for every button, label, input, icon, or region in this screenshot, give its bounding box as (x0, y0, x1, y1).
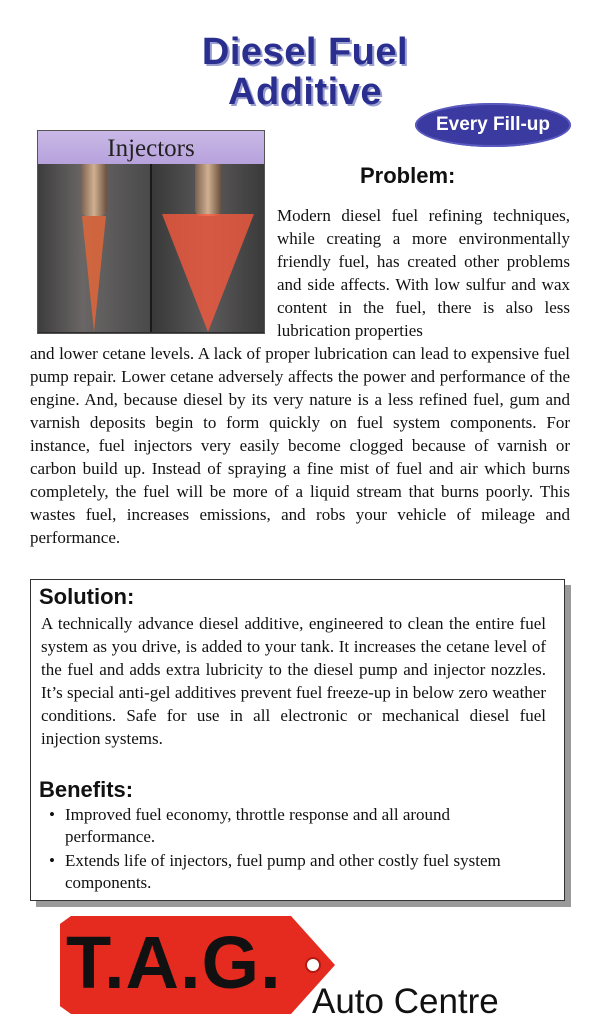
clean-injector-photo (152, 164, 264, 332)
bullet-icon: • (49, 805, 55, 824)
injector-nozzle (195, 164, 221, 216)
auto-centre-text: Auto Centre (312, 982, 499, 1021)
injectors-image (37, 130, 265, 334)
title-line-2: Additive (228, 71, 382, 113)
tag-hole-icon (305, 957, 321, 973)
problem-text-part-1: Modern diesel fuel refining techniques, while creating a more environmentally friendly fuel, has created other problems and side affects. With low sulfur and wax content in the fuel, there is also less lubrication properties (277, 206, 570, 340)
benefit-text: Extends life of injectors, fuel pump and other costly fuel system components. (65, 851, 501, 892)
clogged-injector-photo (38, 164, 152, 332)
every-fill-up-badge: Every Fill-up (415, 103, 571, 147)
benefit-item (47, 850, 527, 894)
injectors-label: Injectors (38, 131, 264, 164)
liquid-stream-spray (82, 216, 106, 332)
benefit-text: Improved fuel economy, throttle response and all around performance. (65, 805, 451, 846)
injector-nozzle (81, 164, 107, 216)
title-line-1: Diesel Fuel (201, 31, 409, 73)
solution-box (30, 579, 565, 901)
problem-text-part-2: and lower cetane levels. A lack of proper lubrication can lead to expensive fuel pump repair. Lower cetane adversely affects the power and performance of the engine. And, because diesel by its very nature is a less refined fuel, gum and varnish deposits begin to form quickly on fuel system components. For instance, fuel injectors very easily become clogged because of varnish or carbon build up. Instead of spraying a fine mist of fuel and air which burns completely, the fuel will be more of a liquid stream that burns poorly. This wastes fuel, increases emissions, and robs your vehicle of mileage and performance. (30, 344, 570, 547)
problem-heading: Problem: (360, 163, 456, 188)
benefits-heading: Benefits: (39, 777, 134, 802)
bullet-icon: • (49, 851, 55, 870)
solution-heading: Solution: (39, 584, 135, 609)
fine-mist-spray (162, 214, 254, 332)
solution-text: A technically advance diesel additive, engineered to clean the entire fuel system as you drive, is added to your tank. It increases the cetane level of the fuel and adds extra lubricity to the diesel pump and injector nozzles. It’s special anti-gel additives prevent fuel freeze-up in below zero weather conditions. Safe for use in all electronic or mechanical diesel fuel injection systems. (41, 614, 546, 748)
tag-logo-text: T.A.G. (66, 921, 282, 1004)
benefit-item (47, 804, 527, 848)
benefits-list (47, 804, 527, 896)
injector-photos (38, 164, 264, 332)
page-title (140, 32, 470, 112)
